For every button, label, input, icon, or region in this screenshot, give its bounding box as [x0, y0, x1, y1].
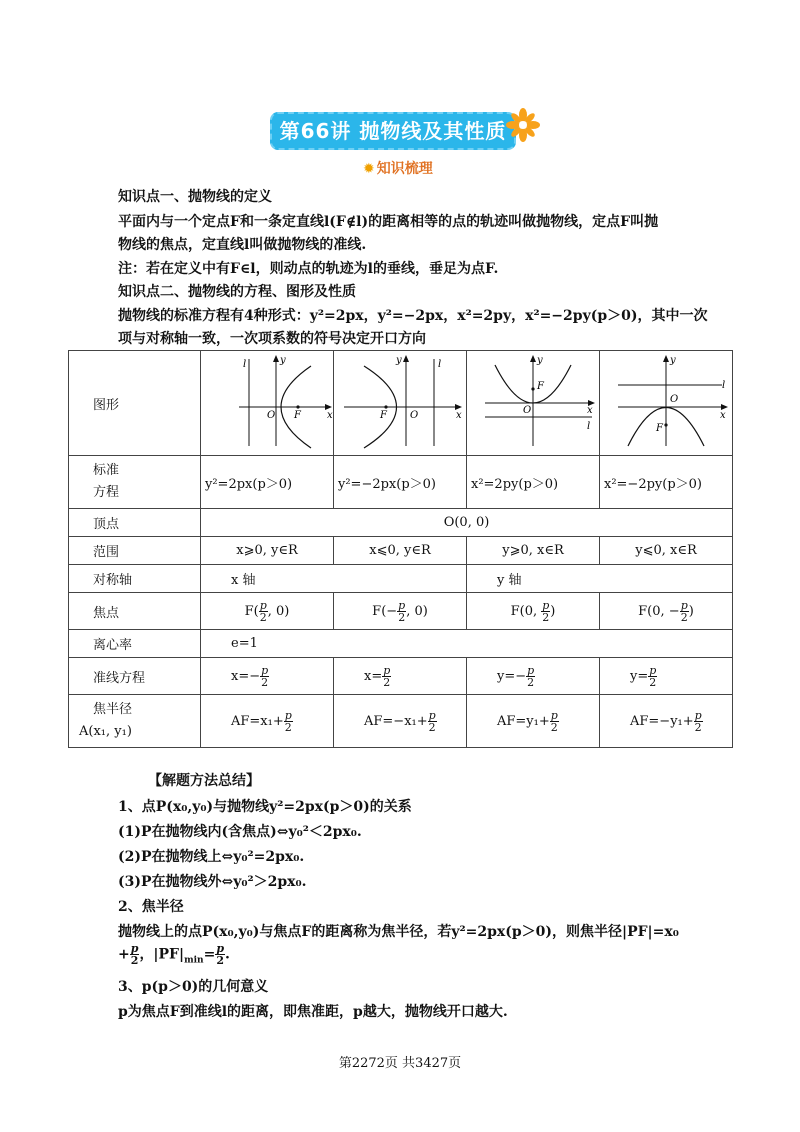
method-2a: 抛物线上的点P(x₀,y₀)与焦点F的距离称为焦半径，若y²=2px(p＞0)，则焦半径|PF|=x₀ [118, 924, 679, 940]
focal-radius-cell [600, 695, 733, 748]
equation-cell: y²=2px(p＞0) [201, 456, 334, 509]
frac-den: 2 [284, 720, 292, 734]
pf-text: ，|PF| [139, 946, 185, 963]
directrix-cell [201, 658, 334, 695]
directrix-cell [467, 658, 600, 695]
focus-post: ) [688, 603, 694, 619]
graph-cell-1 [201, 351, 334, 456]
fraction-p-over-2 [550, 710, 559, 733]
label-f: F [380, 410, 387, 421]
directrix-text: x=− [231, 668, 261, 684]
label-y: y [670, 355, 676, 366]
focus-cell [334, 593, 467, 630]
equals-sign: = [203, 946, 216, 963]
eccentricity-cell: e=1 [201, 630, 733, 658]
fraction-p-over-2 [541, 600, 550, 623]
focal-radius-cell [467, 695, 600, 748]
label-x: x [587, 405, 593, 416]
properties-table [68, 350, 733, 748]
frac-num: p [383, 663, 391, 677]
frac-den: 2 [694, 720, 702, 734]
kp1-para-line1: 平面内与一个定点F和一条定直线l(F∉l)的距离相等的点的轨迹叫做抛物线，定点F叫抛 [118, 214, 659, 230]
range-cell: x⩽0, y∈R [334, 537, 467, 565]
focal-radius-cell [201, 695, 334, 748]
fraction-p-over-2 [284, 710, 293, 733]
focal-radius-text: AF=y₁+ [497, 713, 550, 729]
method-1c: (3)P在抛物线外⇔y₀²＞2px₀. [118, 874, 307, 890]
page-footer: 第2272页 共3427页 [338, 1056, 462, 1071]
frac-num: p [398, 598, 406, 612]
frac-num: p [261, 663, 269, 677]
fraction-p-over-2 [215, 943, 225, 966]
fraction-p-over-2 [382, 665, 391, 688]
table-row [69, 658, 733, 695]
graph-cell-4 [600, 351, 733, 456]
focus-pre: F(0, [510, 603, 542, 619]
frac-den: 2 [649, 675, 657, 689]
table-row [69, 695, 733, 748]
directrix-text: y=− [497, 668, 527, 684]
focus-pre: F(0, [638, 603, 669, 619]
row-label-equation [69, 456, 201, 509]
frac-num: p [649, 663, 657, 677]
fraction-p-over-2 [648, 665, 657, 688]
row-label-vertex: 顶点 [69, 509, 201, 537]
kp2-heading: 知识点二、抛物线的方程、图形及性质 [118, 284, 356, 300]
frac-den: 2 [398, 610, 406, 624]
graph-cell-2 [334, 351, 467, 456]
row-label-eccentricity: 离心率 [69, 630, 201, 658]
frac-den: 2 [383, 675, 391, 689]
label-f: F [294, 410, 301, 421]
frac-den: 2 [261, 675, 269, 689]
subtitle-text: 知识梳理 [376, 161, 433, 177]
label-y: y [280, 355, 286, 366]
flower-icon [506, 108, 540, 142]
axis-cell: x 轴 [201, 565, 467, 593]
row-label-focus: 焦点 [69, 593, 201, 630]
row-label-focal-radius [69, 695, 201, 748]
row-label-range: 范围 [69, 537, 201, 565]
fraction-p-over-2 [694, 710, 703, 733]
fraction-p-over-2 [526, 665, 535, 688]
focal-radius-text: AF=−x₁+ [364, 713, 428, 729]
label-l: l [243, 359, 247, 370]
focus-cell [600, 593, 733, 630]
equation-cell: x²=−2py(p＞0) [600, 456, 733, 509]
directrix-text: y= [630, 668, 649, 684]
frac-den: 2 [527, 675, 535, 689]
graph-cell-3 [467, 351, 600, 456]
frac-num: p [550, 708, 558, 722]
label-o: O [410, 410, 419, 421]
frac-den: 2 [216, 954, 224, 967]
section-subtitle [363, 158, 433, 178]
table-row [69, 351, 733, 456]
directrix-cell [600, 658, 733, 695]
table-row [69, 630, 733, 658]
frac-den: 2 [259, 610, 267, 624]
focal-radius-text: AF=−y₁+ [630, 713, 694, 729]
method-1b: (2)P在抛物线上⇔y₀²=2px₀. [118, 849, 305, 865]
focus-pre: F( [372, 603, 387, 619]
focus-sign: − [386, 603, 398, 619]
star-icon: ✹ [363, 161, 375, 177]
graph-left-open [334, 351, 466, 451]
graph-down-open [600, 351, 732, 451]
frac-num: p [216, 942, 225, 955]
vertex-cell: O(0, 0) [201, 509, 733, 537]
label-o: O [670, 394, 679, 405]
fraction-p-over-2 [428, 710, 437, 733]
kp2-para-line1: 抛物线的标准方程有4种形式：y²=2px，y²=−2px，x²=2py，x²=−2py(p＞0)，其中一次 [118, 308, 708, 324]
pf-subscript: min [184, 955, 204, 966]
frac-den: 2 [428, 720, 436, 734]
label-x: x [456, 410, 462, 421]
label-y: y [537, 355, 543, 366]
focus-cell [467, 593, 600, 630]
row-label-directrix: 准线方程 [69, 658, 201, 695]
method-2b: + $\frac{p}{2}$ ，$|PF|_{min}=$ $\frac{p}{2}$ . [118, 942, 230, 967]
fraction-p-over-2 [130, 943, 140, 966]
range-cell: x⩾0, y∈R [201, 537, 334, 565]
focus-post: , 0) [406, 603, 428, 619]
kp2-para-line2: 项与对称轴一致，一次项系数的符号决定开口方向 [118, 331, 426, 347]
frac-num: p [694, 708, 702, 722]
method-3: 3、p(p＞0)的几何意义 [118, 979, 269, 995]
focal-radius-cell [334, 695, 467, 748]
row-label-axis: 对称轴 [69, 565, 201, 593]
label-l: l [587, 421, 591, 432]
fraction-p-over-2 [680, 600, 689, 623]
label-y: y [396, 355, 402, 366]
frac-num: p [680, 598, 688, 612]
focus-post: , 0) [267, 603, 290, 619]
label-o: O [267, 410, 276, 421]
row-label-focal-radius-line2: A(x₁, y₁) [79, 724, 132, 739]
frac-num: p [284, 708, 292, 722]
table-row [69, 593, 733, 630]
label-l: l [722, 380, 726, 391]
frac-num: p [428, 708, 436, 722]
graph-right-open [201, 351, 333, 451]
label-o: O [523, 405, 532, 416]
frac-den: 2 [680, 610, 688, 624]
method-1a: (1)P在抛物线内(含焦点)⇔y₀²＜2px₀. [118, 824, 362, 840]
plus-sign: + [118, 946, 130, 963]
graph-up-open [467, 351, 599, 451]
kp1-heading: 知识点一、抛物线的定义 [118, 189, 272, 205]
frac-den: 2 [542, 610, 550, 624]
table-row [69, 456, 733, 509]
label-x: x [327, 410, 333, 421]
row-label-focal-radius-line1: 焦半径 [93, 702, 133, 717]
methods-heading: 【解题方法总结】 [148, 773, 260, 789]
kp1-para-line2: 物线的焦点，定直线l叫做抛物线的准线. [118, 237, 367, 253]
equation-cell: y²=−2px(p＞0) [334, 456, 467, 509]
range-cell: y⩾0, x∈R [467, 537, 600, 565]
focal-radius-text: AF=x₁+ [231, 713, 284, 729]
fraction-p-over-2 [397, 600, 406, 623]
frac-num: p [542, 598, 550, 612]
row-label-graph: 图形 [69, 351, 201, 456]
table-row [69, 537, 733, 565]
method-3a: p为焦点F到准线l的距离，即焦准距，p越大，抛物线开口越大. [118, 1004, 508, 1020]
directrix-text: x= [364, 668, 383, 684]
directrix-cell [334, 658, 467, 695]
method-1: 1、点P(x₀,y₀)与抛物线y²=2px(p＞0)的关系 [118, 799, 412, 815]
fraction-p-over-2 [259, 600, 268, 623]
frac-num: p [259, 598, 267, 612]
range-cell: y⩽0, x∈R [600, 537, 733, 565]
row-label-equation-line2: 方程 [93, 485, 120, 500]
label-f: F [656, 423, 663, 434]
frac-den: 2 [130, 954, 139, 967]
page-title: 第66讲 抛物线及其性质 [270, 112, 516, 150]
equation-cell: x²=2py(p＞0) [467, 456, 600, 509]
frac-den: 2 [550, 720, 558, 734]
row-label-equation-line1: 标准 [93, 463, 120, 478]
kp1-note: 注：若在定义中有F∈l，则动点的轨迹为l的垂线，垂足为点F. [118, 261, 499, 277]
axis-cell: y 轴 [467, 565, 733, 593]
table-row [69, 509, 733, 537]
focus-pre: F( [244, 603, 259, 619]
focus-post: ) [550, 603, 556, 619]
method-2: 2、焦半径 [118, 899, 184, 915]
label-x: x [720, 410, 726, 421]
fraction-p-over-2 [260, 665, 269, 688]
table-row [69, 565, 733, 593]
frac-num: p [130, 942, 139, 955]
label-f: F [537, 381, 544, 392]
focus-sign: − [668, 603, 680, 619]
frac-num: p [527, 663, 535, 677]
focus-cell [201, 593, 334, 630]
label-l: l [438, 359, 442, 370]
